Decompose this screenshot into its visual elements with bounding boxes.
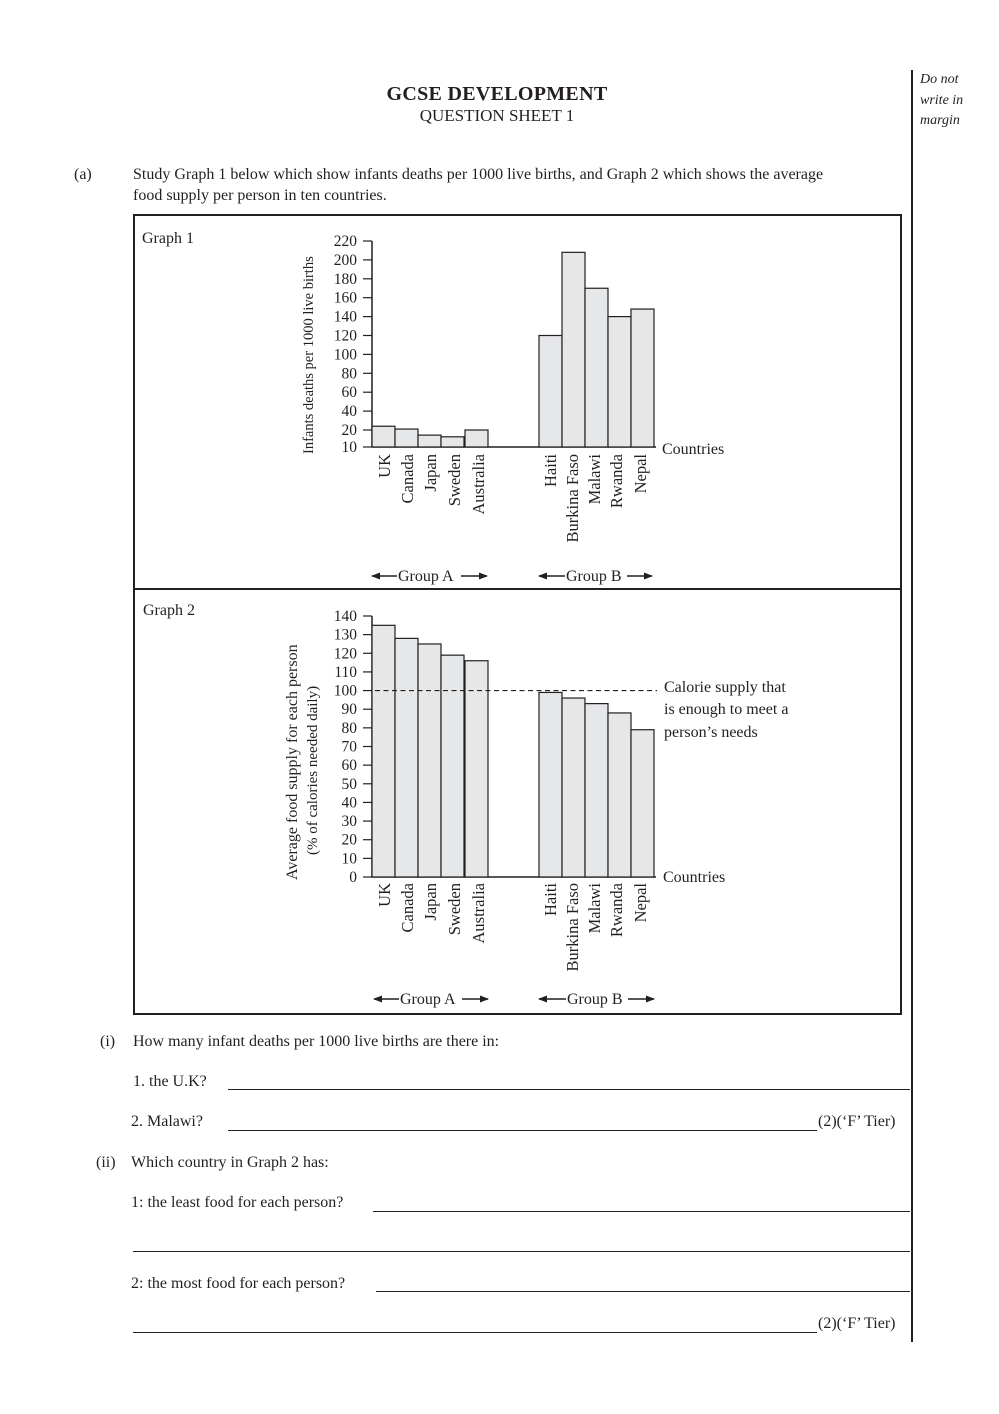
graph-1-tick-label: 100 xyxy=(333,346,357,364)
graph-2-group-b-label: Group B xyxy=(567,991,623,1008)
graph-1-tick-label: 140 xyxy=(333,308,357,326)
graph-1-bar xyxy=(608,317,631,447)
graph-1-category-label: Burkina Faso xyxy=(563,454,582,543)
part-ii-text: Which country in Graph 2 has: xyxy=(131,1154,329,1171)
reference-label-line: Calorie supply that xyxy=(664,679,786,696)
part-ii-question-least: 1: the least food for each person? xyxy=(131,1194,344,1211)
graph-2-tick-label: 90 xyxy=(341,701,357,719)
question-intro-line: food supply per person in ten countries. xyxy=(133,187,387,204)
graph-1-bar xyxy=(441,437,464,447)
part-ii-label: (ii) xyxy=(96,1154,116,1171)
margin-note-line: write in xyxy=(920,92,964,108)
graph-2-tick-label: 130 xyxy=(333,626,357,644)
graph-2-tick-label: 50 xyxy=(341,775,357,793)
graph-2-tick-label: 60 xyxy=(341,757,357,775)
graph-1-tick-label: 60 xyxy=(341,384,357,402)
graph-1-group-a-label: Group A xyxy=(398,568,454,585)
part-i-question-uk: 1. the U.K? xyxy=(133,1073,207,1090)
answer-line-most[interactable] xyxy=(376,1291,910,1292)
graph-1-tick-label: 80 xyxy=(341,365,357,383)
graph-1-category-label: Haiti xyxy=(541,454,560,487)
marks-label: (2)(‘F’ Tier) xyxy=(818,1315,896,1332)
graph-2-ylabel: Average food supply for each person xyxy=(284,644,301,880)
graph-1-tick-label: 160 xyxy=(333,289,357,307)
graph-2-tick-label: 140 xyxy=(333,607,357,625)
graph-1-x-labels xyxy=(375,453,650,542)
answer-line-uk[interactable] xyxy=(228,1089,910,1090)
graph-1-tick-label: 220 xyxy=(333,233,357,250)
margin-note-line: Do not xyxy=(920,72,959,87)
graph-1-tick-label: 120 xyxy=(333,327,357,345)
graph-2-tick-label: 80 xyxy=(341,719,357,737)
graph-2-category-label: Japan xyxy=(421,883,440,921)
graph-1-tick-label: 200 xyxy=(333,251,357,269)
reference-label-line: is enough to meet a xyxy=(664,701,789,718)
graph-1-category-label: Nepal xyxy=(631,454,650,494)
graph-2-category-label: Nepal xyxy=(631,883,650,923)
graph-1-tick-label: 20 xyxy=(341,422,357,439)
answer-line-least-continued[interactable] xyxy=(133,1251,910,1252)
graph-1-category-label: Canada xyxy=(398,454,417,504)
answer-line-least[interactable] xyxy=(373,1211,910,1212)
graph-2-tick-label: 120 xyxy=(333,645,357,663)
graph-1-bar xyxy=(418,435,441,447)
part-i-label: (i) xyxy=(100,1033,116,1050)
part-i-text: How many infant deaths per 1000 live births are there in: xyxy=(133,1033,500,1050)
graph-2-group-a-label: Group A xyxy=(400,991,456,1008)
graph-2-tick-label: 0 xyxy=(349,869,357,886)
question-label: (a) xyxy=(74,166,92,183)
graph-2-category-label: Sweden xyxy=(445,883,464,936)
part-i-question-malawi: 2. Malawi? xyxy=(131,1113,203,1130)
graph-1-category-label: Malawi xyxy=(585,454,604,505)
graph-1-title: Graph 1 xyxy=(142,230,194,247)
graph-1-bar xyxy=(585,288,608,447)
graph-1-bar xyxy=(631,309,654,447)
graph-2-category-label: Canada xyxy=(398,883,417,933)
graph-1-bar xyxy=(539,336,562,448)
graph-1-bar xyxy=(465,430,488,447)
graph-1-bars xyxy=(372,252,654,447)
graph-1-category-label: UK xyxy=(375,454,394,478)
margin-note-line: margin xyxy=(920,113,960,128)
graph-2-tick-label: 10 xyxy=(341,850,357,868)
graph-1-xlabel: Countries xyxy=(662,441,725,458)
graph-2-category-label: Burkina Faso xyxy=(563,883,582,972)
graph-1-category-label: Sweden xyxy=(445,454,464,507)
marks-label: (2)(‘F’ Tier) xyxy=(818,1113,896,1130)
graph-1-group-a-marker xyxy=(371,568,488,585)
graph-2-tick-label: 20 xyxy=(341,831,357,849)
graph-2-title: Graph 2 xyxy=(143,602,195,619)
graph-2-ylabel-secondary: (% of calories needed daily) xyxy=(305,685,321,855)
graph-2-xlabel: Countries xyxy=(663,869,726,886)
answer-line-most-continued[interactable] xyxy=(133,1332,817,1333)
graph-1-ylabel: Infants deaths per 1000 live births xyxy=(301,256,317,454)
page-title: GCSE DEVELOPMENT xyxy=(386,83,608,105)
graph-1-bar xyxy=(395,429,418,447)
graph-2-tick-label: 70 xyxy=(341,738,357,756)
graph-1-tick-label: 180 xyxy=(333,270,357,288)
graph-1-category-label: Rwanda xyxy=(607,454,626,509)
graph-1-tick-label: 40 xyxy=(341,403,357,421)
part-ii-question-most: 2: the most food for each person? xyxy=(131,1275,346,1292)
graph-1-bar xyxy=(562,252,585,447)
page-subtitle: QUESTION SHEET 1 xyxy=(419,106,575,125)
answer-line-malawi[interactable] xyxy=(228,1130,817,1131)
graph-2-tick-label: 110 xyxy=(334,663,357,681)
graph-2-category-label: Malawi xyxy=(585,883,604,934)
graph-2-tick-label: 30 xyxy=(341,813,357,831)
graph-2-tick-label: 100 xyxy=(333,682,357,700)
graph-1-category-label: Australia xyxy=(469,454,488,515)
reference-label-line: person’s needs xyxy=(664,724,758,741)
graph-1-bar xyxy=(372,426,395,447)
graph-1-category-label: Japan xyxy=(421,454,440,492)
graph-2-category-label: Australia xyxy=(469,883,488,944)
graph-2-category-label: Rwanda xyxy=(607,883,626,938)
graph-2-category-label: UK xyxy=(375,883,394,907)
graph-2-tick-label: 40 xyxy=(341,794,357,812)
graph-1-group-b-label: Group B xyxy=(566,568,622,585)
graph-1-group-b-marker xyxy=(538,568,653,585)
question-intro-line: Study Graph 1 below which show infants deaths per 1000 live births, and Graph 2 which shows the average xyxy=(133,166,824,183)
graph-2-category-label: Haiti xyxy=(541,883,560,916)
graph-1-tick-label: 10 xyxy=(341,439,357,456)
